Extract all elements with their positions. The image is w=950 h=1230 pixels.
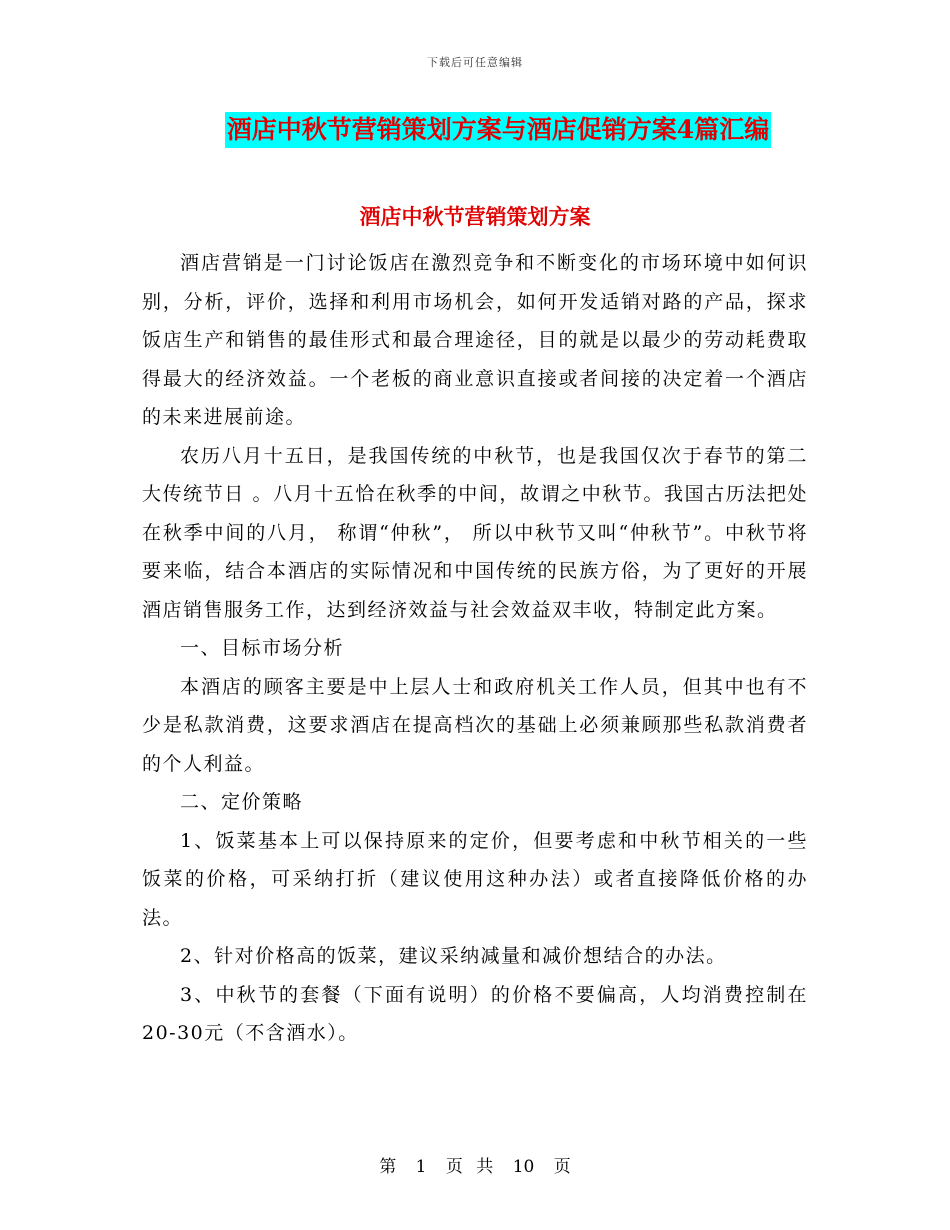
paragraph-target-market: 本酒店的顾客主要是中上层人士和政府机关工作人员，但其中也有不少是私款消费，这要求酒店在提高档次的基础上必须兼顾那些私款消费者的个人利益。: [142, 675, 808, 775]
section-title: 酒店中秋节营销策划方案: [359, 204, 591, 229]
heading-pricing-strategy: 二、定价策略: [180, 791, 304, 813]
page-header-note: 下载后可任意编辑: [427, 56, 523, 69]
document-body: [142, 244, 808, 1053]
footer-total-pages: 10: [512, 1157, 535, 1177]
heading-target-market: 一、目标市场分析: [180, 637, 345, 659]
footer-middle: 页 共: [445, 1157, 494, 1177]
paragraph-mid-autumn: 农历八月十五日，是我国传统的中秋节，也是我国仅次于春节的第二大传统节日 。八月十五恰在秋季的中间，故谓之中秋节。我国古历法把处在秋季中间的八月， 称谓“仲秋”， 所以中秋节又叫“仲秋节”。中秋节将要来临，结合本酒店的实际情况和中国传统的民族方俗，为了更好的开展酒店销售服务工作，达到经济效益与社会效益双丰收，特制定此方案。: [142, 444, 808, 621]
footer-page-number: 1: [415, 1157, 427, 1177]
paragraph-pricing-2: 2、针对价格高的饭菜，建议采纳减量和减价想结合的办法。: [180, 945, 727, 967]
footer-prefix: 第: [379, 1157, 397, 1177]
footer-suffix: 页: [553, 1157, 571, 1177]
document-title: 酒店中秋节营销策划方案与酒店促销方案4篇汇编: [225, 112, 771, 148]
paragraph-pricing-3: 3、中秋节的套餐（下面有说明）的价格不要偏高，人均消费控制在20-30元（不含酒水）。: [142, 983, 808, 1044]
paragraph-pricing-1: 1、饭菜基本上可以保持原来的定价，但要考虑和中秋节相关的一些饭菜的价格，可采纳打折（建议使用这种办法）或者直接降低价格的办法。: [142, 829, 808, 929]
document-title-wrapper: [0, 112, 950, 148]
page-footer: [0, 1152, 950, 1177]
paragraph-intro: 酒店营销是一门讨论饭店在激烈竞争和不断变化的市场环境中如何识别，分析，评价，选择和利用市场机会，如何开发适销对路的产品，探求饭店生产和销售的最佳形式和最合理途径，目的就是以最少的劳动耗费取得最大的经济效益。一个老板的商业意识直接或者间接的决定着一个酒店的未来进展前途。: [142, 252, 808, 428]
